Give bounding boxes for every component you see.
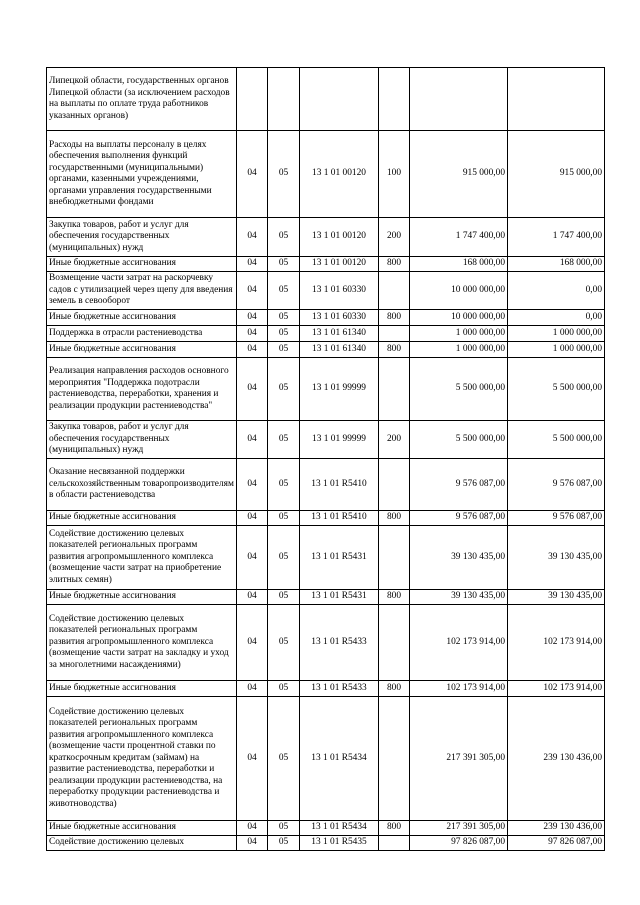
table-row	[47, 218, 605, 257]
table-row	[47, 681, 605, 697]
expense-name-cell: Поддержка в отрасли растениеводства	[47, 326, 237, 342]
target-article-code-cell: 13 1 01 R5431	[300, 526, 379, 590]
amount-year-1-cell: 5 500 000,00	[410, 421, 508, 459]
chapter-code-cell: 04	[237, 421, 268, 459]
expense-name-cell: Содействие достижению целевых показателей региональных программ развития агропромышленного комплекса (возмещение части затрат на приобретение элитных семян)	[47, 526, 237, 590]
amount-year-2-cell: 0,00	[508, 310, 605, 326]
expense-type-code-cell: 800	[379, 342, 410, 358]
subsection-code-cell: 05	[268, 526, 300, 590]
amount-year-2-cell: 9 576 087,00	[508, 511, 605, 526]
target-article-code-cell: 13 1 01 R5433	[300, 681, 379, 697]
expense-type-code-cell: 800	[379, 310, 410, 326]
expense-type-code-cell: 100	[379, 131, 410, 218]
table-row	[47, 310, 605, 326]
subsection-code-cell: 05	[268, 459, 300, 511]
amount-year-1-cell: 1 747 400,00	[410, 218, 508, 257]
amount-year-2-cell: 1 747 400,00	[508, 218, 605, 257]
amount-year-2-cell: 102 173 914,00	[508, 681, 605, 697]
amount-year-2-cell: 97 826 087,00	[508, 836, 605, 851]
amount-year-2-cell: 5 500 000,00	[508, 421, 605, 459]
amount-year-1-cell: 102 173 914,00	[410, 605, 508, 681]
amount-year-2-cell: 1 000 000,00	[508, 326, 605, 342]
chapter-code-cell: 04	[237, 459, 268, 511]
expense-name-cell: Расходы на выплаты персоналу в целях обеспечения выполнения функций государственными (муниципальными) органами, казенными учреждениями, органами управления государственными внебюджетными фондами	[47, 131, 237, 218]
chapter-code-cell: 04	[237, 358, 268, 421]
target-article-code-cell: 13 1 01 60330	[300, 310, 379, 326]
expense-type-code-cell: 800	[379, 590, 410, 605]
expense-type-code-cell: 800	[379, 257, 410, 272]
subsection-code-cell: 05	[268, 836, 300, 851]
expense-type-code-cell	[379, 459, 410, 511]
amount-year-2-cell: 39 130 435,00	[508, 526, 605, 590]
target-article-code-cell: 13 1 01 60330	[300, 272, 379, 310]
subsection-code-cell: 05	[268, 821, 300, 836]
subsection-code-cell: 05	[268, 605, 300, 681]
chapter-code-cell: 04	[237, 218, 268, 257]
amount-year-2-cell: 239 130 436,00	[508, 697, 605, 821]
table-row	[47, 342, 605, 358]
budget-table	[46, 67, 605, 851]
amount-year-1-cell: 9 576 087,00	[410, 459, 508, 511]
chapter-code-cell: 04	[237, 821, 268, 836]
table-row	[47, 526, 605, 590]
expense-type-code-cell	[379, 836, 410, 851]
table-row	[47, 131, 605, 218]
expense-type-code-cell	[379, 605, 410, 681]
amount-year-1-cell: 217 391 305,00	[410, 821, 508, 836]
subsection-code-cell: 05	[268, 272, 300, 310]
table-row	[47, 272, 605, 310]
expense-name-cell: Закупка товаров, работ и услуг для обеспечения государственных (муниципальных) нужд	[47, 218, 237, 257]
target-article-code-cell: 13 1 01 61340	[300, 326, 379, 342]
amount-year-1-cell: 10 000 000,00	[410, 272, 508, 310]
expense-name-cell: Содействие достижению целевых показателей региональных программ развития агропромышленного комплекса (возмещение части процентной ставки по краткосрочным кредитам (займам) на развитие растениеводства, переработки и реализации продукции растениеводства, на переработку продукции растениеводства и животноводства)	[47, 697, 237, 821]
amount-year-2-cell: 0,00	[508, 272, 605, 310]
amount-year-1-cell: 1 000 000,00	[410, 342, 508, 358]
expense-type-code-cell: 200	[379, 218, 410, 257]
expense-name-cell: Оказание несвязанной поддержки сельскохозяйственным товаропроизводителям в области растениеводства	[47, 459, 237, 511]
amount-year-1-cell: 97 826 087,00	[410, 836, 508, 851]
table-row	[47, 836, 605, 851]
chapter-code-cell: 04	[237, 272, 268, 310]
amount-year-1-cell: 1 000 000,00	[410, 326, 508, 342]
table-body	[47, 68, 605, 851]
chapter-code-cell: 04	[237, 511, 268, 526]
expense-name-cell: Содействие достижению целевых показателей региональных программ развития агропромышленного комплекса (возмещение части затрат на закладку и уход за многолетними насаждениями)	[47, 605, 237, 681]
subsection-code-cell: 05	[268, 590, 300, 605]
target-article-code-cell	[300, 68, 379, 131]
target-article-code-cell: 13 1 01 61340	[300, 342, 379, 358]
target-article-code-cell: 13 1 01 99999	[300, 358, 379, 421]
amount-year-1-cell: 168 000,00	[410, 257, 508, 272]
subsection-code-cell: 05	[268, 131, 300, 218]
expense-type-code-cell: 800	[379, 821, 410, 836]
chapter-code-cell: 04	[237, 131, 268, 218]
subsection-code-cell: 05	[268, 511, 300, 526]
subsection-code-cell: 05	[268, 310, 300, 326]
chapter-code-cell: 04	[237, 342, 268, 358]
expense-type-code-cell: 800	[379, 511, 410, 526]
expense-type-code-cell: 800	[379, 681, 410, 697]
subsection-code-cell: 05	[268, 326, 300, 342]
subsection-code-cell: 05	[268, 257, 300, 272]
amount-year-2-cell: 102 173 914,00	[508, 605, 605, 681]
subsection-code-cell: 05	[268, 697, 300, 821]
subsection-code-cell: 05	[268, 342, 300, 358]
table-row	[47, 697, 605, 821]
chapter-code-cell: 04	[237, 681, 268, 697]
chapter-code-cell: 04	[237, 605, 268, 681]
chapter-code-cell: 04	[237, 257, 268, 272]
expense-name-cell: Иные бюджетные ассигнования	[47, 681, 237, 697]
expense-name-cell: Иные бюджетные ассигнования	[47, 342, 237, 358]
table-row	[47, 590, 605, 605]
expense-type-code-cell: 200	[379, 421, 410, 459]
expense-type-code-cell	[379, 272, 410, 310]
table-row	[47, 358, 605, 421]
expense-name-cell: Возмещение части затрат на раскорчевку садов с утилизацией через щепу для введения земель в севооборот	[47, 272, 237, 310]
chapter-code-cell: 04	[237, 526, 268, 590]
target-article-code-cell: 13 1 01 00120	[300, 131, 379, 218]
amount-year-1-cell: 10 000 000,00	[410, 310, 508, 326]
subsection-code-cell: 05	[268, 681, 300, 697]
target-article-code-cell: 13 1 01 00120	[300, 257, 379, 272]
expense-name-cell: Иные бюджетные ассигнования	[47, 310, 237, 326]
table-row	[47, 511, 605, 526]
amount-year-2-cell: 5 500 000,00	[508, 358, 605, 421]
amount-year-2-cell: 1 000 000,00	[508, 342, 605, 358]
amount-year-2-cell: 168 000,00	[508, 257, 605, 272]
expense-name-cell: Иные бюджетные ассигнования	[47, 590, 237, 605]
expense-type-code-cell	[379, 68, 410, 131]
table-row	[47, 68, 605, 131]
amount-year-1-cell: 5 500 000,00	[410, 358, 508, 421]
expense-type-code-cell	[379, 697, 410, 821]
table-row	[47, 421, 605, 459]
chapter-code-cell: 04	[237, 310, 268, 326]
subsection-code-cell	[268, 68, 300, 131]
chapter-code-cell	[237, 68, 268, 131]
table-row	[47, 821, 605, 836]
expense-type-code-cell	[379, 526, 410, 590]
expense-name-cell: Липецкой области, государственных органов Липецкой области (за исключением расходов на выплаты по оплате труда работников указанных органов)	[47, 68, 237, 131]
table-row	[47, 459, 605, 511]
amount-year-1-cell: 102 173 914,00	[410, 681, 508, 697]
amount-year-1-cell: 39 130 435,00	[410, 590, 508, 605]
target-article-code-cell: 13 1 01 99999	[300, 421, 379, 459]
target-article-code-cell: 13 1 01 R5433	[300, 605, 379, 681]
chapter-code-cell: 04	[237, 590, 268, 605]
amount-year-1-cell: 915 000,00	[410, 131, 508, 218]
chapter-code-cell: 04	[237, 697, 268, 821]
target-article-code-cell: 13 1 01 R5434	[300, 821, 379, 836]
target-article-code-cell: 13 1 01 R5410	[300, 511, 379, 526]
subsection-code-cell: 05	[268, 421, 300, 459]
amount-year-1-cell: 217 391 305,00	[410, 697, 508, 821]
chapter-code-cell: 04	[237, 836, 268, 851]
chapter-code-cell: 04	[237, 326, 268, 342]
target-article-code-cell: 13 1 01 00120	[300, 218, 379, 257]
amount-year-1-cell: 39 130 435,00	[410, 526, 508, 590]
amount-year-1-cell	[410, 68, 508, 131]
expense-name-cell: Иные бюджетные ассигнования	[47, 257, 237, 272]
table-row	[47, 326, 605, 342]
expense-name-cell: Содействие достижению целевых	[47, 836, 237, 851]
subsection-code-cell: 05	[268, 218, 300, 257]
amount-year-2-cell: 9 576 087,00	[508, 459, 605, 511]
expense-name-cell: Реализация направления расходов основного мероприятия "Поддержка подотрасли растениеводства, переработки, хранения и реализации продукции растениеводства"	[47, 358, 237, 421]
target-article-code-cell: 13 1 01 R5434	[300, 697, 379, 821]
amount-year-2-cell: 39 130 435,00	[508, 590, 605, 605]
amount-year-1-cell: 9 576 087,00	[410, 511, 508, 526]
expense-type-code-cell	[379, 326, 410, 342]
target-article-code-cell: 13 1 01 R5410	[300, 459, 379, 511]
amount-year-2-cell: 915 000,00	[508, 131, 605, 218]
table-row	[47, 257, 605, 272]
target-article-code-cell: 13 1 01 R5435	[300, 836, 379, 851]
expense-type-code-cell	[379, 358, 410, 421]
expense-name-cell: Иные бюджетные ассигнования	[47, 821, 237, 836]
amount-year-2-cell	[508, 68, 605, 131]
expense-name-cell: Иные бюджетные ассигнования	[47, 511, 237, 526]
subsection-code-cell: 05	[268, 358, 300, 421]
expense-name-cell: Закупка товаров, работ и услуг для обеспечения государственных (муниципальных) нужд	[47, 421, 237, 459]
table-row	[47, 605, 605, 681]
amount-year-2-cell: 239 130 436,00	[508, 821, 605, 836]
target-article-code-cell: 13 1 01 R5431	[300, 590, 379, 605]
